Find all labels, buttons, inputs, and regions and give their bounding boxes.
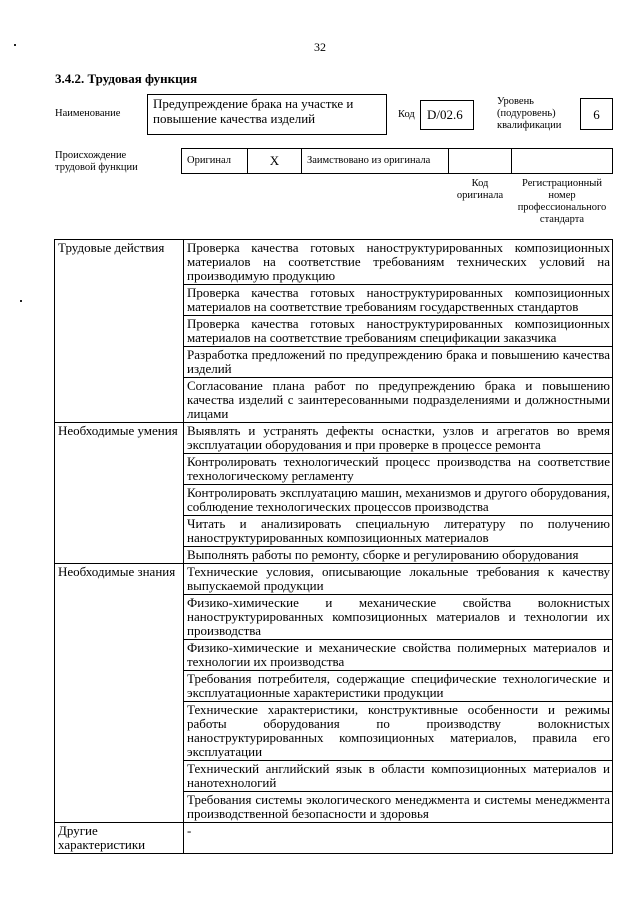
- section-item: Требования потребителя, содержащие специфические технологические и эксплуатационные характеристики продукции: [184, 671, 613, 702]
- origin-original-cell: [181, 148, 248, 174]
- section-item: Проверка качества готовых наноструктурированных композиционных материалов на соответствие требованиям государственных стандартов: [184, 285, 613, 316]
- section-title: 3.4.2. Трудовая функция: [55, 71, 198, 86]
- origin-code-cell: [448, 148, 512, 174]
- section-item: Читать и анализировать специальную литературу по получению наноструктурированных композиционных материалов: [184, 516, 613, 547]
- section-item: -: [184, 823, 613, 854]
- section-item: Разработка предложений по предупреждению брака и повышению качества изделий: [184, 347, 613, 378]
- origin-mark-cell: [247, 148, 302, 174]
- scan-speck: [20, 300, 22, 302]
- section-item: Технический английский язык в области композиционных материалов и нанотехнологий: [184, 761, 613, 792]
- section-label: Необходимые умения: [55, 423, 184, 564]
- section-item: Проверка качества готовых наноструктурированных композиционных материалов на соответствие требованиям спецификации заказчика: [184, 316, 613, 347]
- section-item: Контролировать технологический процесс производства на соответствие технологическому регламенту: [184, 454, 613, 485]
- page-number: 32: [314, 40, 326, 54]
- function-name-box: Предупреждение брака на участке и повышение качества изделий: [147, 94, 387, 135]
- original-label: Оригинал: [187, 155, 231, 166]
- original-mark: X: [269, 153, 280, 168]
- section-item: Контролировать эксплуатацию машин, механизмов и другого оборудования, соблюдение технологических процессов производства: [184, 485, 613, 516]
- origin-reg-cell: [511, 148, 613, 174]
- table-row: [55, 423, 613, 454]
- section-label: Трудовые действия: [55, 240, 184, 423]
- code-caption: Код оригинала: [456, 178, 504, 201]
- function-table: [54, 239, 613, 854]
- section-item: Выявлять и устранять дефекты оснастки, узлов и агрегатов во время эксплуатации оборудования и при проверке в процессе ремонта: [184, 423, 613, 454]
- section-item: Физико-химические и механические свойства волокнистых наноструктурированных композиционных материалов и технологии их производства: [184, 595, 613, 640]
- origin-label: Происхождение трудовой функции: [55, 150, 138, 173]
- code-value-box: D/02.6: [420, 100, 474, 130]
- reg-caption: Регистрационный номер профессионального стандарта: [517, 178, 607, 225]
- section-item: Согласование плана работ по предупреждению брака и повышению качества изделий с заинтересованными подразделениями и должностными лицами: [184, 378, 613, 423]
- section-label: Необходимые знания: [55, 564, 184, 823]
- name-label: Наименование: [55, 108, 121, 119]
- section-item: Физико-химические и механические свойства полимерных материалов и технологии их производства: [184, 640, 613, 671]
- section-item: Выполнять работы по ремонту, сборке и регулированию оборудования: [184, 547, 613, 564]
- section-item: Технические условия, описывающие локальные требования к качеству выпускаемой продукции: [184, 564, 613, 595]
- table-row: [55, 564, 613, 595]
- section-item: Технические характеристики, конструктивные особенности и режимы работы оборудования по производству волокнистых наноструктурированных композиционных материалов, правила его эксплуатации: [184, 702, 613, 761]
- table-row: [55, 823, 613, 854]
- section-item: Требования системы экологического менеджмента и системы менеджмента производственной безопасности и здоровья: [184, 792, 613, 823]
- borrowed-label: Заимствовано из оригинала: [307, 155, 431, 166]
- section-item: Проверка качества готовых наноструктурированных композиционных материалов на соответствие требованиям технических условий на производимую продукцию: [184, 240, 613, 285]
- level-value-box: 6: [580, 98, 613, 130]
- level-label: Уровень (подуровень) квалификации: [497, 96, 562, 131]
- code-label: Код: [398, 109, 415, 120]
- table-row: [55, 240, 613, 285]
- origin-borrowed-cell: [301, 148, 449, 174]
- section-label: Другие характеристики: [55, 823, 184, 854]
